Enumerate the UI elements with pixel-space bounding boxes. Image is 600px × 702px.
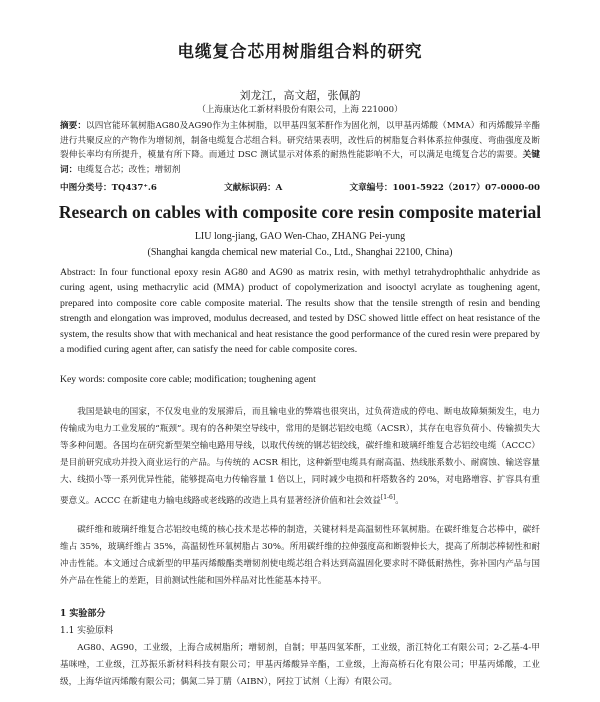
chinese-abstract-label: 摘要： [60, 121, 87, 131]
chinese-authors: 刘龙江，高文超，张佩韵 [239, 89, 361, 102]
document-code: 文献标识码：A [224, 183, 283, 193]
chinese-abstract [60, 119, 540, 177]
english-keywords: Key words: composite core cable; modification; toughening agent [60, 374, 316, 385]
chinese-abstract-text: 以四官能环氧树脂AG80及AG90作为主体树脂，以甲基四氢苯酐作为固化剂，以甲基丙烯酸（MMA）和丙烯酸异辛酯进行共聚反应的产物作为增韧剂，制备电缆复合芯组合料。研究结果表明，改性后的树脂复合料体系拉伸强度、弯曲强度及断裂伸长率均有所提升，模量有所下降。而通过 DSC 测试显示对体系的耐热性能影响不大，可以满足电缆复合芯的需要。 [60, 121, 540, 161]
article-number: 文章编号：1001-5922（2017）07-0000-00 [349, 183, 540, 193]
english-title: Research on cables with composite core resin composite material [58, 202, 542, 222]
clc-number: 中图分类号：TQ437⁺.6 [60, 183, 157, 193]
chinese-title: 电缆复合芯用树脂组合料的研究 [177, 42, 423, 61]
english-affiliation: (Shanghai kangda chemical new material Co., Ltd., Shanghai 22100, China) [147, 247, 453, 258]
intro-paragraph-1: 我国是缺电的国家，不仅发电业的发展滞后，而且输电业的弊端也很突出，过负荷造成的停电、断电故障频频发生，电力传输成为电力工业发展的“瓶颈”。现有的各种架空导线中，常用的是钢芯铝绞电缆（ACSR），其存在电容负荷小、传输损失大等多种问题。各国均在研究新型架空输电路用导线，以取代传统的钢芯铝绞线，碳纤维和玻璃纤维复合芯铝绞电缆（ACCC）是目前研究成功并投入商业运行的产品。与传统的 ACSR 相比，这种新型电缆具有耐高温、热线胀系数小、耐腐蚀、输送容量大、线损小等一系列优异性能，能够提高电力传输容量 1 倍以上，同时减少电损和杆塔数各约 20%，对电路增容、扩容具有重要意义。ACCC 在新建电力输电线路或老线路的改造上具有显著经济价值和社会效益[1-6]。 [60, 407, 540, 506]
citation-ref: [1-6] [380, 494, 396, 501]
chinese-keywords-label: 关键词： [60, 150, 540, 175]
materials-paragraph: AG80、AG90，工业级，上海合成树脂所；增韧剂，自制；甲基四氢苯酐，工业级，浙江特化工有限公司；2-乙基-4-甲基咪唑，工业级，江苏振乐新材料科技有限公司；甲基丙烯酸异辛酯，工业级，上海高桥石化有限公司；甲基丙烯酸，工业级，上海华谊丙烯酸有限公司；偶氮二异丁腈（AIBN），阿拉丁试剂（上海）有限公司。 [60, 643, 540, 687]
intro-paragraph-1-text: 我国是缺电的国家，不仅发电业的发展滞后，而且输电业的弊端也很突出，过负荷造成的停电、断电故障频频发生，电力传输成为电力工业发展的“瓶颈”。现有的各种架空导线中，常用的是钢芯铝绞电缆（ACSR），其存在电容负荷小、传输损失大等多种问题。各国均在研究新型架空输电路用导线，以取代传统的钢芯铝绞线，碳纤维和玻璃纤维复合芯铝绞电缆（ACCC）是目前研究成功并投入商业运行的产品。与传统的 ACSR 相比，这种新型电缆具有耐高温、热线胀系数小、耐腐蚀、输送容量大、线损小等一系列优异性能，能够提高电力传输容量 1 倍以上，同时减少电损和杆塔数各约 20%，对电路增容、扩容具有重要意义。ACCC 在新建电力输电线路或老线路的改造上具有显著经济价值和社会效益 [60, 407, 540, 506]
english-abstract: Abstract: In four functional epoxy resin AG80 and AG90 as matrix resin, with methyl tetrahydrophthalic anhydride as curing agent, using methacrylic acid (MMA) product of copolymerization and isooctyl acrylate as toughening agent, prepared into composite core cable composite material. The results show that the tensile strength of resin and bending strength and elongation was improved, modulus decreased, and tested by DSC showed little effect on heat resistance of the system, the results show that with mechanical and heat resistance the good performance of the cured resin were prepared by a modified curing agent after, can satisfy the need for cable composite cores. [60, 267, 540, 356]
intro-paragraph-2: 碳纤维和玻璃纤维复合芯铝绞电缆的核心技术是芯棒的制造，关键材料是高温韧性环氧树脂。在碳纤维复合芯棒中，碳纤维占 35%，玻璃纤维占 35%，高温韧性环氧树脂占 30%。所用碳纤维的拉伸强度高和断裂伸长大，提高了所制芯棒韧性和耐冲击性能。本文通过合成新型的甲基丙烯酸酯类增韧剂使电缆芯组合料达到高温固化要求时不降低耐热性，弥补国内产品与国外产品在性能上的差距，目前测试性能和国外样品对比性能基本持平。 [60, 525, 540, 586]
section-heading: 1 实验部分 [60, 609, 106, 619]
chinese-keywords-text: 电缆复合芯；改性；增韧剂 [77, 164, 181, 175]
chinese-affiliation: （上海康达化工新材料股份有限公司，上海 221000） [197, 105, 403, 115]
classification-line [60, 181, 540, 193]
english-authors: LIU long-jiang, GAO Wen-Chao, ZHANG Pei-yung [194, 231, 406, 242]
subsection-heading: 1.1 实验原料 [60, 626, 114, 636]
